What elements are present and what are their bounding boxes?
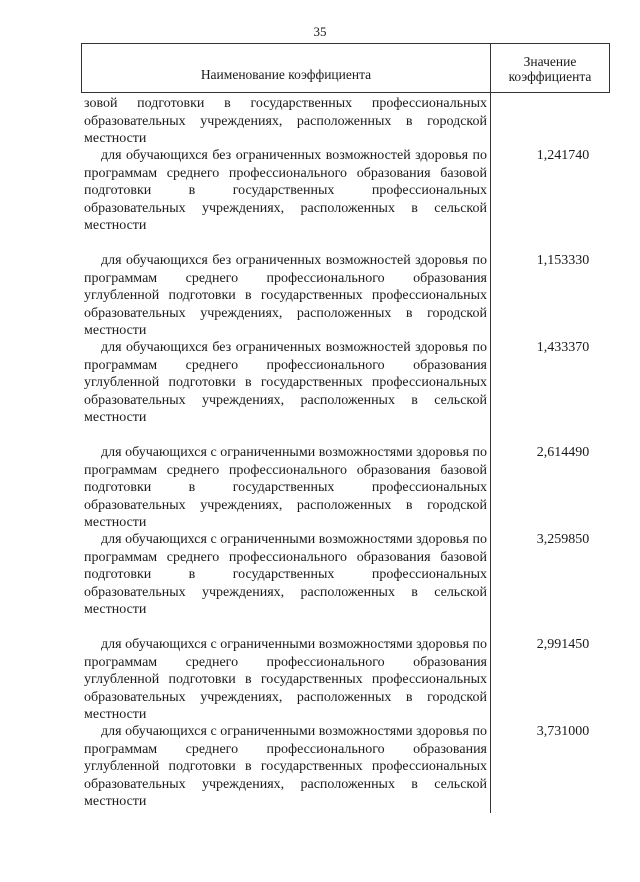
header-value-line2: коэффициента <box>508 69 592 84</box>
coefficient-row <box>84 723 590 811</box>
coefficient-row <box>84 531 590 619</box>
entry-text: зовой подготовки в государственных профессиональных образовательных учреждениях, расположенных в городской местности <box>84 96 487 147</box>
entry-value: 1,153330 <box>536 253 590 268</box>
continuation-entry <box>84 95 487 148</box>
entry-value: 3,731000 <box>536 724 590 739</box>
entry-text: для обучающихся без ограниченных возможностей здоровья по программам среднего профессионального образования углубленной подготовки в государственных профессиональных образовательных учреждениях, расположенных в городской местности <box>84 253 487 339</box>
header-value-line1: Значение <box>523 54 577 69</box>
entry-text: для обучающихся с ограниченными возможностями здоровья по программам среднего профессионального образования углубленной подготовки в государственных профессиональных образовательных учреждениях, расположенных в сельской местности <box>84 724 487 810</box>
header-value-column <box>491 44 609 92</box>
column-divider <box>490 93 491 813</box>
coefficient-row <box>84 339 590 427</box>
table-header <box>81 43 610 93</box>
page-number: 35 <box>313 24 327 39</box>
entry-text: для обучающихся с ограниченными возможностями здоровья по программам среднего профессионального образования углубленной подготовки в государственных профессиональных образовательных учреждениях, расположенных в городской местности <box>84 637 487 723</box>
entry-text: для обучающихся без ограниченных возможностей здоровья по программам среднего профессионального образования базовой подготовки в государственных профессиональных образовательных учреждениях, расположенных в сельской местности <box>84 148 487 234</box>
entry-value: 2,614490 <box>536 445 590 460</box>
entry-text: для обучающихся с ограниченными возможностями здоровья по программам среднего профессионального образования базовой подготовки в государственных профессиональных образовательных учреждениях, расположенных в сельской местности <box>84 532 487 618</box>
entry-value: 1,433370 <box>536 340 590 355</box>
entry-value: 3,259850 <box>536 532 590 547</box>
coefficient-row <box>84 252 590 340</box>
header-name-column: Наименование коэффициента <box>82 44 491 92</box>
coefficient-row <box>84 636 590 724</box>
entry-text: для обучающихся без ограниченных возможностей здоровья по программам среднего профессионального образования углубленной подготовки в государственных профессиональных образовательных учреждениях, расположенных в сельской местности <box>84 340 487 426</box>
entry-value: 2,991450 <box>536 637 590 652</box>
entry-value: 1,241740 <box>536 148 590 163</box>
coefficient-row <box>84 147 590 235</box>
entry-text: для обучающихся с ограниченными возможностями здоровья по программам среднего профессионального образования базовой подготовки в государственных профессиональных образовательных учреждениях, расположенных в городской местности <box>84 445 487 531</box>
coefficient-row <box>84 444 590 532</box>
